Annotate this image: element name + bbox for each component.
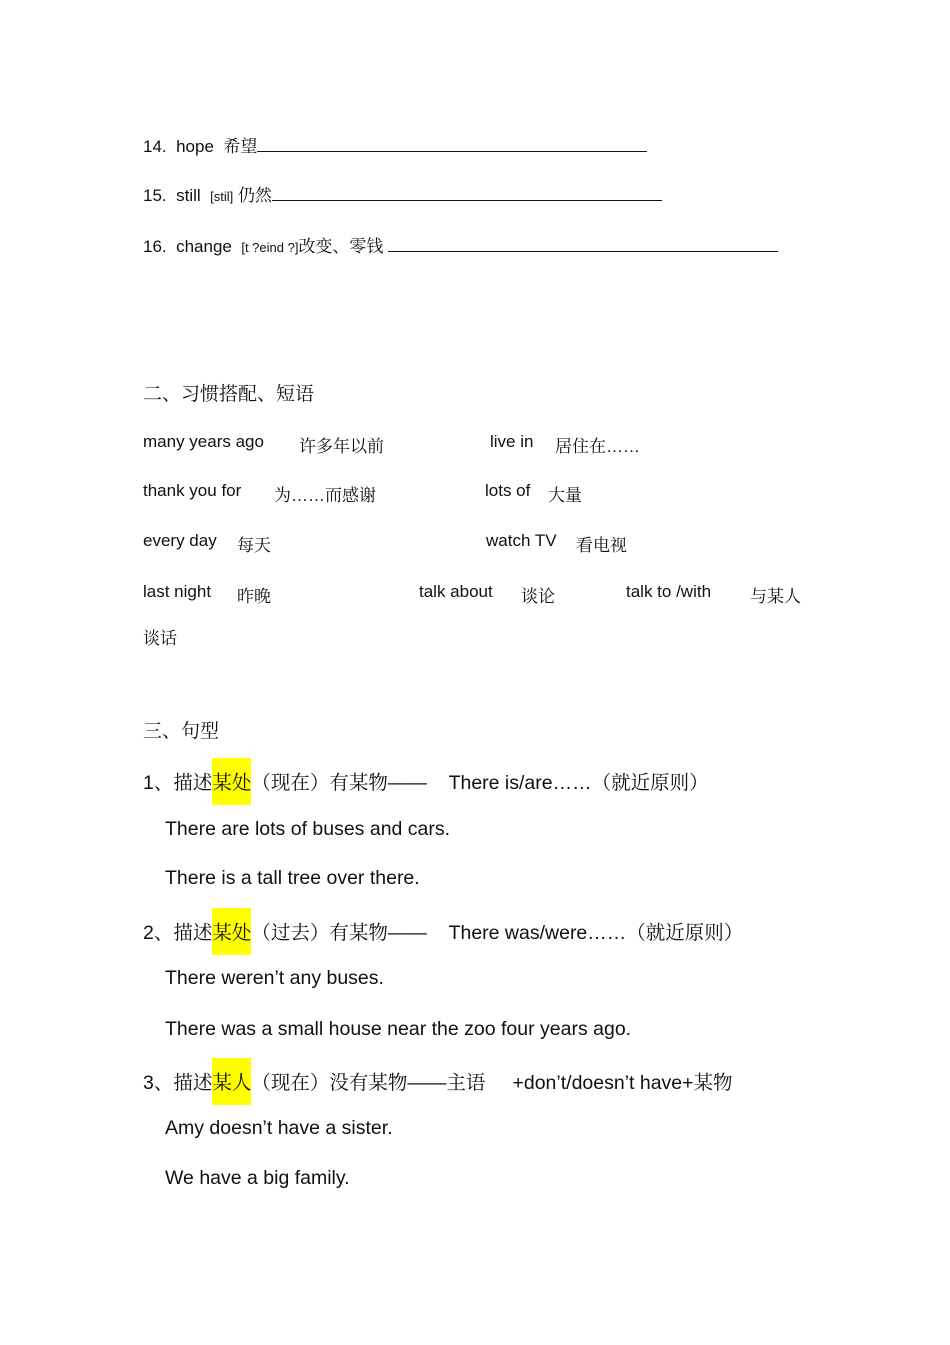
phrase-zh: 与某人 <box>750 587 801 606</box>
vocab-number: 16. <box>143 237 167 256</box>
phrase-zh: 谈论 <box>521 587 555 606</box>
phrase-zh: 每天 <box>237 536 271 555</box>
vocab-phonetic: [stil] <box>210 189 234 204</box>
answer-blank[interactable] <box>257 137 647 152</box>
phrase-zh: 大量 <box>548 486 582 505</box>
pattern-prefix: 2、描述 <box>143 922 213 944</box>
pattern-formula: +don’t/doesn’t have+ <box>512 1072 694 1094</box>
phrase-zh: 昨晚 <box>237 587 271 606</box>
section-3-title: 三、句型 <box>143 721 220 742</box>
pattern-line-3 <box>143 1067 733 1095</box>
example-sentence: There was a small house near the zoo four years ago. <box>165 1018 632 1040</box>
example-sentence: We have a big family. <box>165 1167 350 1189</box>
phrase-zh: 居住在…… <box>555 437 640 456</box>
vocab-number: 14. <box>143 137 167 156</box>
pattern-line-2 <box>143 917 743 945</box>
pattern-desc: （过去）有某物—— <box>251 922 427 944</box>
phrase-en: last night <box>143 582 212 601</box>
vocab-word: change <box>176 237 232 256</box>
answer-blank[interactable] <box>272 186 662 201</box>
pattern-note: ……（就近原则） <box>552 772 709 794</box>
pattern-prefix: 3、描述 <box>143 1072 213 1094</box>
answer-blank[interactable] <box>388 237 778 252</box>
example-sentence: There weren’t any buses. <box>165 967 384 989</box>
phrase-en: thank you for <box>143 481 242 500</box>
highlighted-text: 某处 <box>212 758 251 805</box>
phrase-zh: 为……而感谢 <box>274 486 376 505</box>
phrase-zh-wrap: 谈话 <box>143 629 177 648</box>
phrase-en: talk about <box>419 582 493 601</box>
pattern-formula: There is/are <box>448 772 553 794</box>
pattern-desc: （现在）有某物—— <box>251 772 427 794</box>
vocab-meaning: 希望 <box>223 137 258 156</box>
phrase-en: lots of <box>485 481 531 500</box>
pattern-line-1 <box>143 767 709 795</box>
example-sentence: There are lots of buses and cars. <box>165 818 451 840</box>
phrase-en: every day <box>143 531 217 550</box>
vocab-meaning: 改变、零钱 <box>298 237 384 256</box>
example-sentence: There is a tall tree over there. <box>165 867 420 889</box>
vocab-meaning: 仍然 <box>237 186 272 205</box>
phrase-zh: 许多年以前 <box>299 437 384 456</box>
phrase-zh: 看电视 <box>576 536 627 555</box>
section-2-title: 二、习惯搭配、短语 <box>143 384 315 405</box>
vocab-word: still <box>176 186 201 205</box>
vocab-line-15 <box>143 181 662 206</box>
phrase-en: many years ago <box>143 432 264 451</box>
example-sentence: Amy doesn’t have a sister. <box>165 1117 393 1139</box>
highlighted-text: 某处 <box>212 908 251 955</box>
pattern-desc: （现在）没有某物——主语 <box>251 1072 486 1094</box>
vocab-phonetic: [t ?eind ?] <box>241 240 299 255</box>
pattern-formula: There was/were <box>448 922 588 944</box>
vocab-line-16 <box>143 232 778 257</box>
phrase-en: watch TV <box>486 531 557 550</box>
pattern-note: 某物 <box>693 1072 733 1094</box>
phrase-en: live in <box>490 432 534 451</box>
pattern-note: ……（就近原则） <box>587 922 744 944</box>
vocab-number: 15. <box>143 186 167 205</box>
pattern-prefix: 1、描述 <box>143 772 213 794</box>
vocab-line-14 <box>143 132 647 157</box>
vocab-word: hope <box>176 137 214 156</box>
highlighted-text: 某人 <box>212 1058 251 1105</box>
phrase-en: talk to /with <box>626 582 712 601</box>
